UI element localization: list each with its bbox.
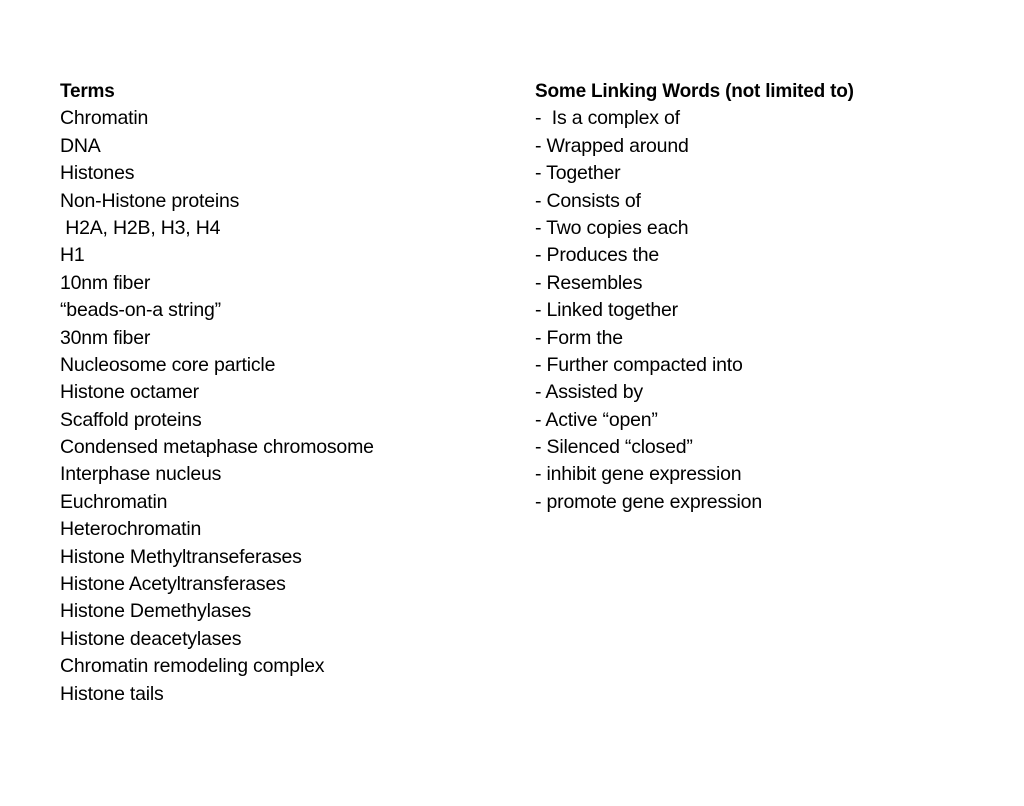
linking-word-item: - Form the bbox=[535, 326, 623, 349]
term-item: Chromatin remodeling complex bbox=[60, 655, 325, 678]
term-item: DNA bbox=[60, 134, 101, 157]
term-item: 10nm fiber bbox=[60, 271, 151, 294]
linking-word-item: - Consists of bbox=[535, 189, 641, 212]
term-item: Interphase nucleus bbox=[60, 463, 222, 486]
terms-heading: Terms bbox=[60, 81, 115, 102]
linking-word-item: - Wrapped around bbox=[535, 134, 689, 157]
linking-word-item: - Linked together bbox=[535, 299, 678, 322]
terms-list bbox=[60, 105, 500, 708]
terms-column bbox=[60, 78, 500, 708]
term-item: 30nm fiber bbox=[60, 326, 151, 349]
term-item: Heterochromatin bbox=[60, 518, 202, 541]
term-item: “beads-on-a string” bbox=[60, 299, 221, 322]
term-item: Scaffold proteins bbox=[60, 408, 202, 431]
term-item: H1 bbox=[60, 244, 85, 267]
linking-word-item: - Two copies each bbox=[535, 216, 689, 239]
term-item: Condensed metaphase chromosome bbox=[60, 436, 374, 459]
term-item: Chromatin bbox=[60, 107, 149, 130]
linking-words-column bbox=[535, 78, 995, 516]
term-item: Euchromatin bbox=[60, 490, 168, 513]
term-item: Non-Histone proteins bbox=[60, 189, 240, 212]
linking-words-heading: Some Linking Words (not limited to) bbox=[535, 81, 854, 102]
linking-word-item: - Silenced “closed” bbox=[535, 436, 693, 459]
term-item: H2A, H2B, H3, H4 bbox=[60, 216, 221, 239]
linking-word-item: - Assisted by bbox=[535, 381, 643, 404]
term-item: Histone Acetyltransferases bbox=[60, 573, 286, 596]
term-item: Histone Demethylases bbox=[60, 600, 252, 623]
linking-word-item: - Produces the bbox=[535, 244, 660, 267]
term-item: Histone Methyltranseferases bbox=[60, 545, 302, 568]
linking-word-item: - Further compacted into bbox=[535, 353, 743, 376]
term-item: Histone tails bbox=[60, 682, 164, 705]
term-item: Histone octamer bbox=[60, 381, 199, 404]
linking-word-item: - Together bbox=[535, 162, 621, 185]
linking-word-item: - inhibit gene expression bbox=[535, 463, 742, 486]
linking-words-list bbox=[535, 105, 995, 516]
term-item: Histones bbox=[60, 162, 135, 185]
linking-word-item: - Is a complex of bbox=[535, 107, 680, 130]
linking-word-item: - promote gene expression bbox=[535, 490, 762, 513]
linking-word-item: - Resembles bbox=[535, 271, 643, 294]
term-item: Histone deacetylases bbox=[60, 627, 242, 650]
linking-word-item: - Active “open” bbox=[535, 408, 658, 431]
term-item: Nucleosome core particle bbox=[60, 353, 276, 376]
